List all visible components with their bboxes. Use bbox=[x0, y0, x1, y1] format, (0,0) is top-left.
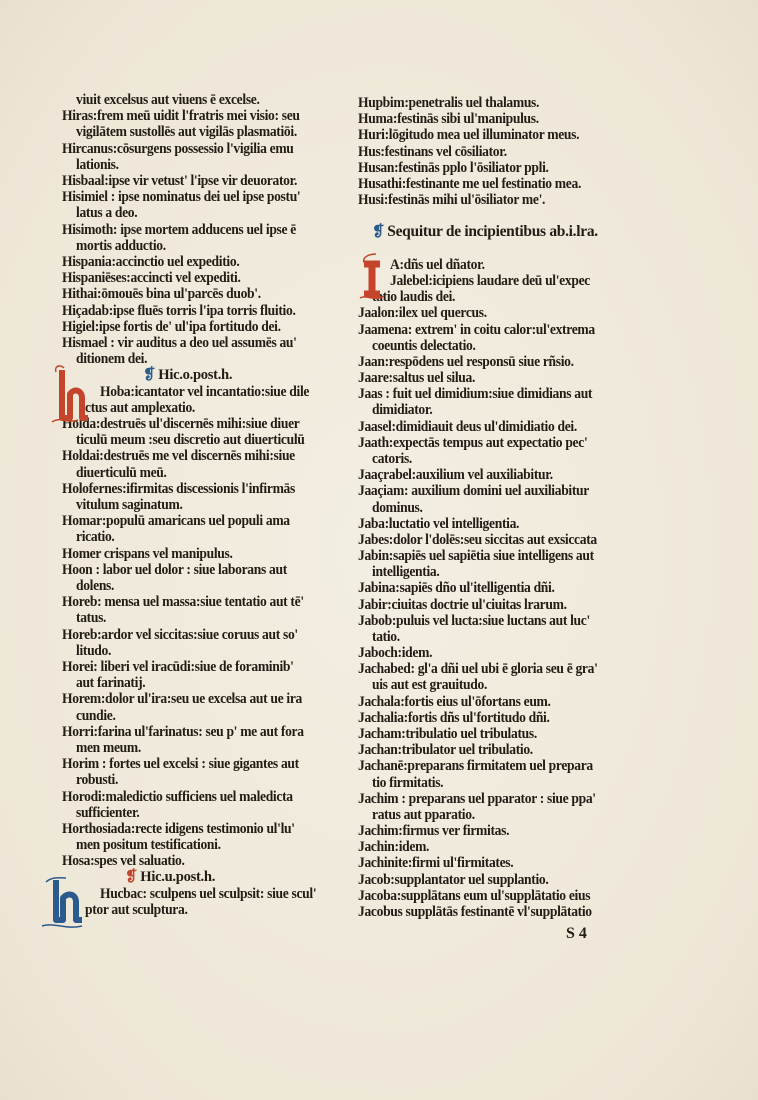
entry-line: men positum testificationi. bbox=[76, 837, 221, 854]
entry-line: latus a deo. bbox=[76, 205, 138, 222]
entry-line: Jaamena: extrem' in coitu calor:ul'extrema bbox=[358, 321, 595, 338]
entry-line: Jachin:idem. bbox=[358, 839, 430, 856]
entry-line: Jaboch:idem. bbox=[358, 645, 433, 662]
entry-line: uis aut est grauitudo. bbox=[372, 677, 488, 694]
rubric-text: Hic.u.post.h. bbox=[140, 869, 216, 885]
entry-line: Hus:festinans vel cōsiliator. bbox=[358, 143, 507, 160]
entry-line: Jabob:puluis vel lucta:siue luctans aut luc' bbox=[358, 612, 590, 629]
entry-line: Jaasel:dimidiauit deus ul'dimidiatio dei. bbox=[358, 418, 577, 435]
entry-line: Homer crispans vel manipulus. bbox=[62, 545, 233, 562]
entry-line: vitulum saginatum. bbox=[76, 497, 183, 513]
entry-line: ditionem dei. bbox=[76, 351, 148, 368]
entry-line: Jabes:dolor l'dolēs:seu siccitas aut exsiccata bbox=[358, 531, 597, 548]
paragraph-mark-icon: ❡ bbox=[125, 869, 138, 885]
entry-line: Jachabed: gl'a dñi uel ubi ē gloria seu ē gra' bbox=[358, 661, 598, 678]
paragraph-mark-icon: ❡ bbox=[143, 367, 156, 383]
entry-line: Jaath:expectās tempus aut expectatio pec' bbox=[358, 434, 588, 451]
entry-line: ticulū meum :seu discretio aut diuerticulū bbox=[76, 432, 305, 449]
entry-line: Hiras:frem meū uidit l'fratris mei visio: seu bbox=[62, 108, 300, 125]
entry-line: Hisbaal:ipse vir vetust' l'ipse vir deuorator. bbox=[62, 173, 298, 189]
entry-line: mortis adductio. bbox=[76, 237, 166, 254]
entry-line: tio firmitatis. bbox=[372, 774, 444, 791]
entry-line: ricatio. bbox=[76, 529, 115, 546]
rubric-text: Hic.o.post.h. bbox=[158, 367, 233, 383]
signature-mark: S 4 bbox=[566, 925, 587, 942]
red-initial-h-icon bbox=[50, 364, 90, 426]
section-heading bbox=[372, 224, 598, 240]
entry-line: Husan:festinās pplo l'ōsiliator ppli. bbox=[358, 159, 549, 176]
entry-line: Horei: liberi vel iracūdi:siue de foraminib' bbox=[62, 659, 294, 675]
entry-line: litudo. bbox=[76, 642, 112, 659]
entry-line: Jabir:ciuitas doctrie ul'ciuitas lrarum. bbox=[358, 596, 567, 613]
entry-line: Hismael : vir auditus a deo uel assumēs au' bbox=[62, 335, 297, 351]
entry-line: Holdai:destruēs me vel discernēs mihi:siue bbox=[62, 448, 295, 465]
entry-line: lationis. bbox=[76, 156, 119, 173]
entry-line: Jachim : preparans uel pparator : siue ppa' bbox=[358, 790, 596, 807]
entry-line: ratus aut pparatio. bbox=[372, 806, 475, 823]
entry-line: Jaaçiam: auxilium domini uel auxiliabitur bbox=[358, 483, 589, 500]
entry-line: Huma:festinās sibi ul'manipulus. bbox=[358, 111, 539, 128]
entry-line: Huri:lōgitudo mea uel illuminator meus. bbox=[358, 127, 580, 144]
entry-line: tatio laudis dei. bbox=[372, 289, 456, 306]
entry-line: Jachalia:fortis dñs ul'fortitudo dñi. bbox=[358, 709, 550, 726]
entry-line: Holofernes:ifirmitas discessionis l'infirmās bbox=[62, 480, 295, 497]
entry-line: catoris. bbox=[372, 450, 412, 467]
entry-line: sufficienter. bbox=[76, 804, 140, 821]
entry-line: Hucbac: sculpens uel sculpsit: siue scul' bbox=[100, 885, 317, 902]
entry-line: Horodi:maledictio sufficiens uel maledicta bbox=[62, 788, 293, 805]
entry-line: Higiel:ipse fortis de' ul'ipa fortitudo dei. bbox=[62, 318, 281, 335]
entry-line: Jaas : fuit uel dimidium:siue dimidians aut bbox=[358, 386, 593, 403]
entry-line: intelligentia. bbox=[372, 564, 440, 581]
entry-line: Husi:festinās mihi ul'ōsiliator me'. bbox=[358, 192, 546, 209]
entry-line: viuit excelsus aut viuens ē excelse. bbox=[76, 92, 260, 108]
entry-line: Jaare:saltus uel silua. bbox=[358, 370, 476, 387]
entry-line: Hoon : labor uel dolor : siue laborans aut bbox=[62, 561, 287, 578]
entry-line: Horeb:ardor vel siccitas:siue coruus aut so' bbox=[62, 626, 298, 643]
entry-line: Hosa:spes vel saluatio. bbox=[62, 853, 185, 870]
entry-line: Jaaçrabel:auxilium vel auxiliabitur. bbox=[358, 467, 553, 484]
rubric-hic-u bbox=[125, 869, 215, 885]
entry-line: Jacobus supplātās festinantē vl'supplātatio bbox=[358, 904, 592, 920]
entry-line: Husathi:festinante me uel festinatio mea. bbox=[358, 175, 582, 192]
entry-line: Holda:destruēs ul'discernēs mihi:siue diuer bbox=[62, 416, 300, 432]
entry-line: coeuntis delectatio. bbox=[372, 337, 476, 354]
entry-line: Hisimiel : ipse nominatus dei uel ipse postu' bbox=[62, 189, 301, 206]
entry-line: cundie. bbox=[76, 707, 116, 724]
entry-line: ctus aut amplexatio. bbox=[85, 399, 195, 416]
entry-line: Jachanē:preparans firmitatem uel prepara bbox=[358, 758, 593, 775]
entry-line: Jacob:supplantator uel supplantio. bbox=[358, 871, 549, 888]
red-initial-i-icon bbox=[358, 252, 386, 302]
entry-line: Jaba:luctatio vel intelligentia. bbox=[358, 515, 520, 532]
entry-line: Hupbim:penetralis uel thalamus. bbox=[358, 95, 540, 111]
entry-line: Horri:farina ul'farinatus: seu p' me aut fora bbox=[62, 723, 304, 740]
entry-line: Jacoba:supplātans eum ul'supplātatio eius bbox=[358, 887, 591, 904]
entry-line: Jachan:tribulator uel tribulatio. bbox=[358, 742, 533, 759]
entry-line: Jachim:firmus ver firmitas. bbox=[358, 823, 510, 840]
entry-line: Horeb: mensa uel massa:siue tentatio aut tē' bbox=[62, 594, 304, 611]
entry-line: Jachinite:firmi ul'firmitates. bbox=[358, 855, 514, 872]
entry-line: robusti. bbox=[76, 772, 119, 789]
entry-line: Horim : fortes uel excelsi : siue gigantes aut bbox=[62, 756, 299, 773]
entry-line: diuerticulū meū. bbox=[76, 464, 167, 481]
entry-line: Jabin:sapiēs uel sapiētia siue intelligens aut bbox=[358, 548, 594, 565]
entry-line: dimidiator. bbox=[372, 402, 433, 419]
entry-line: dominus. bbox=[372, 499, 423, 516]
entry-line: Jaalon:ilex uel quercus. bbox=[358, 305, 487, 322]
entry-line: Jalebel:icipiens laudare deū ul'expec bbox=[390, 272, 590, 289]
entry-line: A:dñs uel dñator. bbox=[390, 256, 485, 273]
entry-line: Hispaniēses:accincti vel expediti. bbox=[62, 270, 241, 287]
heading-text: Sequitur de incipientibus ab.i.lra. bbox=[387, 223, 598, 240]
entry-line: dolens. bbox=[76, 578, 115, 594]
entry-line: Horem:dolor ul'ira:seu ue excelsa aut ue ira bbox=[62, 691, 302, 708]
entry-line: tatus. bbox=[76, 610, 107, 627]
entry-line: Homar:populū amaricans uel populi ama bbox=[62, 513, 290, 530]
entry-line: Horthosiada:recte idigens testimonio ul'lu' bbox=[62, 821, 295, 837]
entry-line: Jaan:respōdens uel responsū siue rñsio. bbox=[358, 353, 574, 370]
entry-line: Jabina:sapiēs dño ul'itelligentia dñi. bbox=[358, 580, 555, 597]
entry-line: Hircanus:cōsurgens possessio l'vigilia emu bbox=[62, 140, 294, 157]
blue-initial-h-icon bbox=[42, 874, 84, 930]
entry-line: Hiçadab:ipse fluēs torris l'ipa torris fluitio. bbox=[62, 302, 296, 319]
entry-line: Hisimoth: ipse mortem adducens uel ipse ē bbox=[62, 221, 296, 238]
entry-line: Hispania:accinctio uel expeditio. bbox=[62, 254, 240, 270]
paragraph-mark-icon: ❡ bbox=[372, 224, 385, 240]
entry-line: Hithai:ōmouēs bina ul'parcēs duob'. bbox=[62, 286, 261, 303]
entry-line: aut farinatij. bbox=[76, 675, 146, 692]
entry-line: ptor aut sculptura. bbox=[85, 902, 188, 918]
entry-line: tatio. bbox=[372, 628, 400, 645]
entry-line: vigilātem sustollēs aut vigilās plasmatiōi. bbox=[76, 124, 297, 141]
rubric-hic-o bbox=[143, 367, 232, 383]
entry-line: Jacham:tribulatio uel tribulatus. bbox=[358, 726, 537, 743]
entry-line: men meum. bbox=[76, 740, 141, 756]
entry-line: Jachala:fortis eius ul'ōfortans eum. bbox=[358, 693, 551, 710]
entry-line: Hoba:icantator vel incantatio:siue dile bbox=[100, 383, 310, 400]
